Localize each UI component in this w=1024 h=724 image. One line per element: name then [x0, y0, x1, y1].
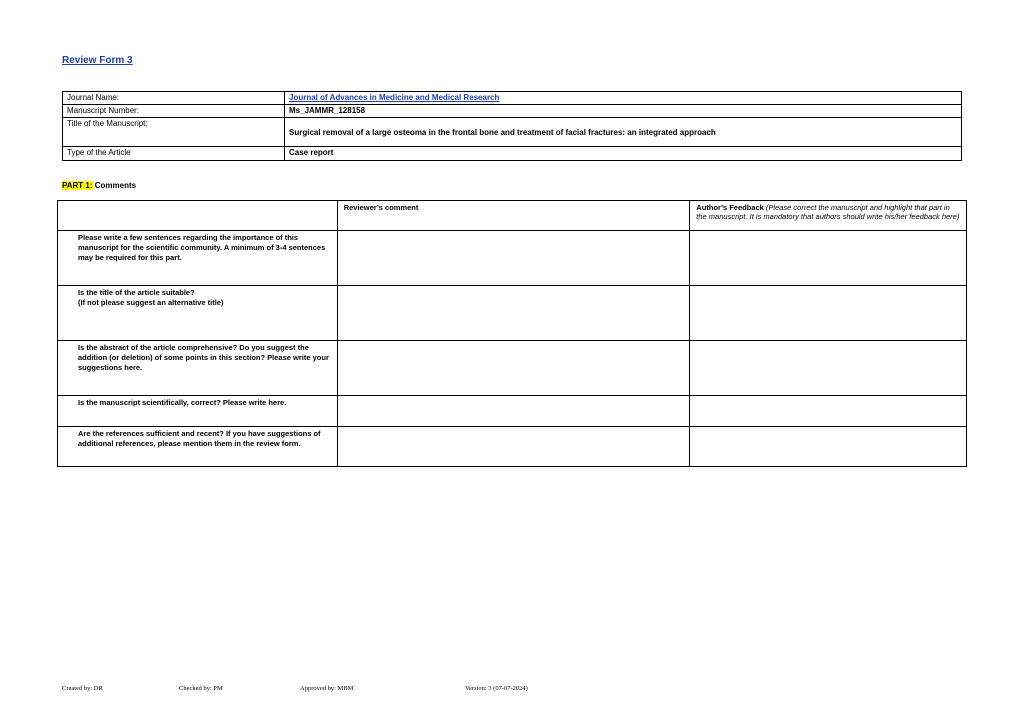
table-row [58, 396, 967, 427]
footer-version: Version: 3 (07-07-2024) [465, 685, 528, 692]
reviewer-comment-cell[interactable] [337, 231, 690, 286]
question-references: Are the references sufficient and recent? If you have suggestions of additional references, please mention them in the review form. [58, 427, 338, 467]
question-title: Is the title of the article suitable? (If not please suggest an alternative title) [58, 286, 338, 341]
reviewer-comment-cell[interactable] [337, 396, 690, 427]
reviewer-comment-header: Reviewer’s comment [337, 201, 690, 231]
article-type-label: Type of the Article [63, 147, 285, 161]
manuscript-number-value: Ms_JAMMR_128158 [285, 105, 962, 118]
part-label: PART 1: [62, 181, 93, 190]
table-row [58, 231, 967, 286]
footer-approved: Approved by: MBM [300, 685, 354, 692]
header-empty-cell [58, 201, 338, 231]
table-row [58, 341, 967, 396]
author-feedback-title: Author’s Feedback [696, 203, 764, 212]
table-row [58, 427, 967, 467]
footer-created: Created by: DR [62, 685, 103, 692]
reviewer-comment-cell[interactable] [337, 427, 690, 467]
author-feedback-cell[interactable] [690, 427, 967, 467]
journal-name-label: Journal Name: [63, 92, 285, 105]
reviewer-comment-cell[interactable] [337, 286, 690, 341]
author-feedback-cell[interactable] [690, 231, 967, 286]
comments-header-row [58, 201, 967, 231]
table-row [58, 286, 967, 341]
question-abstract: Is the abstract of the article comprehensive? Do you suggest the addition (or deletion) of some points in this section? Please write your suggestions here. [58, 341, 338, 396]
reviewer-comment-cell[interactable] [337, 341, 690, 396]
form-title: Review Form 3 [62, 55, 133, 66]
footer-checked: Checked by: PM [179, 685, 223, 692]
journal-name-value [285, 92, 962, 105]
manuscript-title-value: Surgical removal of a large osteoma in the frontal bone and treatment of facial fractures: an integrated approach [285, 118, 962, 147]
manuscript-number-label: Manuscript Number: [63, 105, 285, 118]
question-importance: Please write a few sentences regarding the importance of this manuscript for the scientific community. A minimum of 3-4 sentences may be required for this part. [58, 231, 338, 286]
question-scientific: Is the manuscript scientifically, correct? Please write here. [58, 396, 338, 427]
journal-link[interactable]: Journal of Advances in Medicine and Medical Research [289, 93, 500, 102]
manuscript-title-label: Title of the Manuscript: [63, 118, 285, 147]
comments-table [57, 200, 967, 467]
part-title: Comments [94, 181, 137, 190]
manuscript-info-table [62, 91, 962, 161]
author-feedback-cell[interactable] [690, 286, 967, 341]
author-feedback-note: (Please correct the manuscript and highlight that part in the manuscript. It is mandatory that authors should write his/her feedback here) [696, 203, 960, 221]
article-type-value: Case report [285, 147, 962, 161]
author-feedback-cell[interactable] [690, 341, 967, 396]
part-heading [62, 181, 136, 190]
author-feedback-header [690, 201, 967, 231]
author-feedback-cell[interactable] [690, 396, 967, 427]
